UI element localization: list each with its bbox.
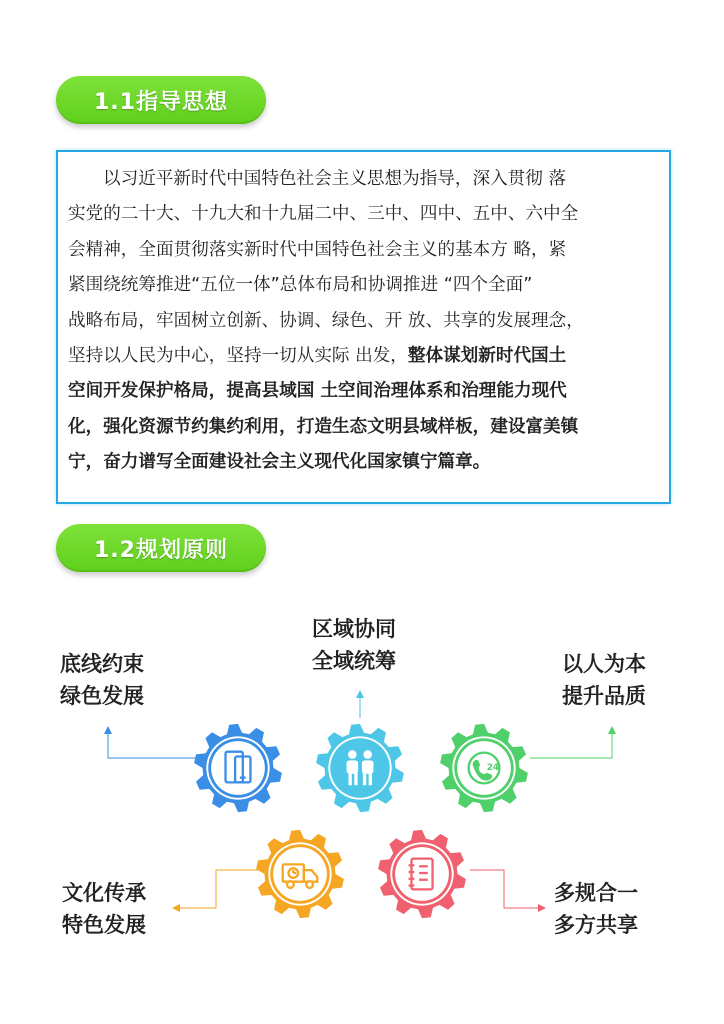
paragraph-line-bold: 空间开发保护格局，提高县域国 土空间治理体系和治理能力现代 <box>68 381 567 402</box>
gear-cyan <box>312 720 408 816</box>
gear-inner-circle <box>333 741 387 795</box>
paragraph-line-bold: 宁，奋力谱写全面建设社会主义现代化国家镇宁篇章。 <box>68 452 491 473</box>
paragraph-line: 实党的二十大、十九大和十九届二中、三中、四中、五中、六中全 <box>68 204 579 225</box>
gear-inner-circle <box>457 741 511 795</box>
paragraph-line: 紧围绕统筹推进“五位一体”总体布局和协调推进 “四个全面” <box>68 275 533 296</box>
principle-label-line: 绿色发展 <box>60 684 144 708</box>
gear-orange <box>252 826 348 922</box>
guiding-ideology-textbox <box>56 150 671 504</box>
connector-line-blue <box>108 732 200 758</box>
paragraph-line-bold-part: 整体谋划新时代国土 <box>407 346 567 367</box>
principle-label-line: 多方共享 <box>554 913 638 937</box>
principle-label-line: 文化传承 <box>62 881 146 905</box>
principle-label-line: 多规合一 <box>554 881 638 905</box>
arrowhead-red <box>538 904 546 912</box>
paragraph-line: 战略布局，牢固树立创新、协调、绿色、开 放、共享的发展理念， <box>68 310 584 331</box>
section-heading-text: 1.1指导思想 <box>94 89 228 115</box>
section-heading-guiding-ideology <box>56 76 266 124</box>
section-heading-text: 1.2规划原则 <box>94 537 228 563</box>
connector-line-red <box>470 870 540 908</box>
gear-inner-circle <box>211 741 265 795</box>
arrowhead-blue <box>104 726 112 734</box>
principle-label-line: 全域统筹 <box>312 649 396 673</box>
arrowhead-cyan <box>356 690 364 698</box>
paragraph-line: 会精神，全面贯彻落实新时代中国特色社会主义的基本方 略，紧 <box>68 239 567 260</box>
arrowhead-green <box>608 726 616 734</box>
connector-line-green <box>530 732 612 758</box>
paragraph-line-mixed <box>68 339 661 374</box>
principle-label-line: 底线约束 <box>60 652 144 676</box>
paragraph-line: 以习近平新时代中国特色社会主义思想为指导，深入贯彻 落 <box>103 169 567 189</box>
svg-text:24: 24 <box>486 762 499 773</box>
gear-blue <box>190 720 286 816</box>
paragraph-line-bold: 化，强化资源节约集约利用，打造生态文明县域样板，建设富美镇 <box>68 416 579 437</box>
arrowhead-orange <box>172 904 180 912</box>
principle-label-line: 特色发展 <box>62 913 146 937</box>
gear-green <box>436 720 532 816</box>
gear-inner-circle <box>273 847 327 901</box>
principle-label-line: 区域协同 <box>312 617 396 641</box>
paragraph-line-regular-part: 坚持以人民为中心，坚持一切从实际 出发， <box>68 346 408 367</box>
principle-label-line: 提升品质 <box>562 684 646 708</box>
gear-red <box>374 826 470 922</box>
connector-line-orange <box>178 870 260 908</box>
principle-label-line: 以人为本 <box>562 652 646 676</box>
section-heading-planning-principles <box>56 524 266 572</box>
